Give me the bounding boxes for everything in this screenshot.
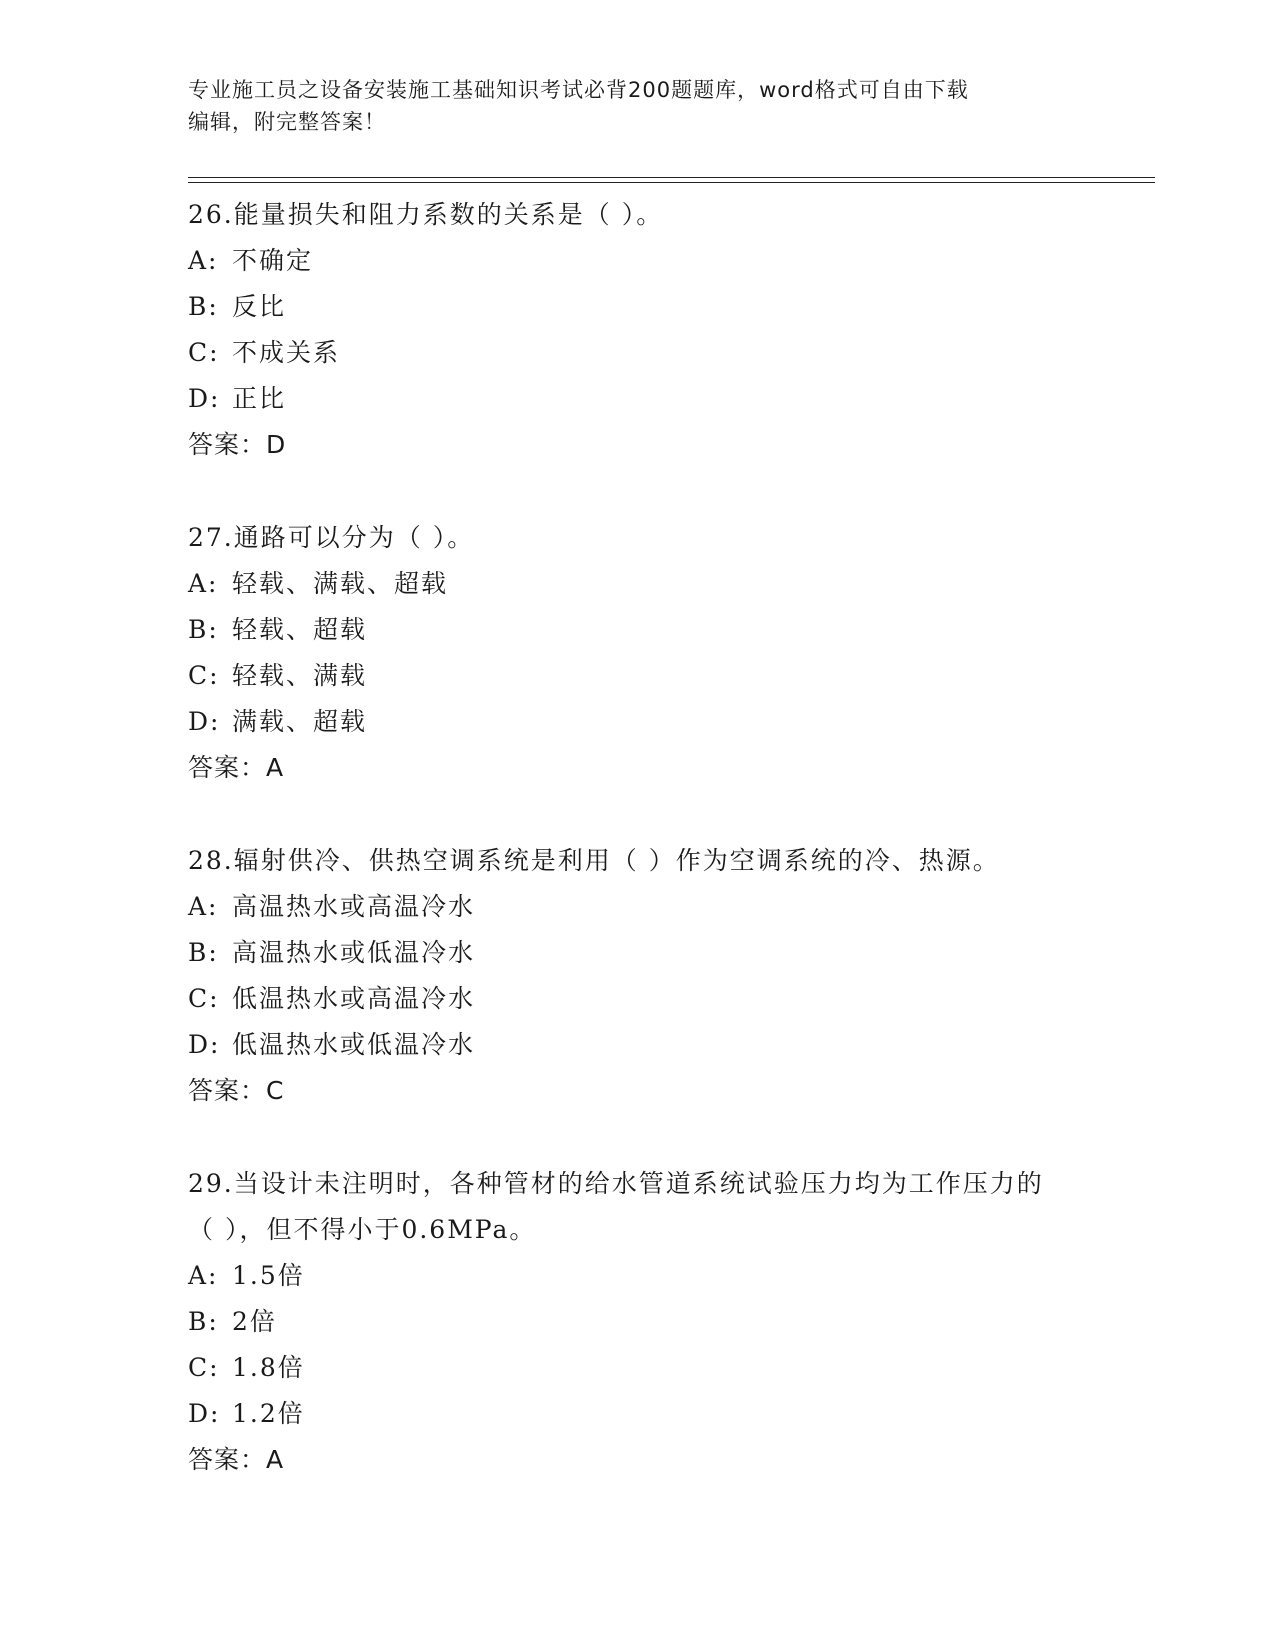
option-d bbox=[188, 699, 1088, 745]
option-text: 正比 bbox=[232, 384, 287, 413]
header-divider-bottom bbox=[188, 182, 1155, 183]
option-text: 1.5倍 bbox=[232, 1261, 305, 1290]
answer-line: 答案：C bbox=[188, 1076, 285, 1105]
option-a bbox=[188, 561, 1088, 607]
option-letter: D: bbox=[188, 1030, 221, 1059]
option-letter: B: bbox=[188, 615, 219, 644]
question-26 bbox=[188, 192, 1088, 468]
option-b bbox=[188, 607, 1088, 653]
option-text: 低温热水或高温冷水 bbox=[232, 984, 476, 1013]
question-29 bbox=[188, 1161, 1088, 1483]
question-list bbox=[188, 192, 1088, 1530]
option-letter: D: bbox=[188, 707, 221, 736]
question-stem: 27.通路可以分为（ ）。 bbox=[188, 523, 475, 552]
option-letter: D: bbox=[188, 384, 221, 413]
option-text: 高温热水或低温冷水 bbox=[232, 938, 476, 967]
option-text: 满载、超载 bbox=[232, 707, 368, 736]
option-text: 2倍 bbox=[232, 1307, 277, 1336]
option-a bbox=[188, 884, 1088, 930]
question-28 bbox=[188, 838, 1088, 1114]
document-header bbox=[188, 74, 1068, 138]
option-c bbox=[188, 1345, 1088, 1391]
option-letter: A: bbox=[188, 246, 219, 275]
option-a bbox=[188, 238, 1088, 284]
header-line-2: 编辑，附完整答案！ bbox=[188, 110, 386, 134]
option-b bbox=[188, 930, 1088, 976]
option-text: 反比 bbox=[232, 292, 287, 321]
option-a bbox=[188, 1253, 1088, 1299]
question-stem: 28.辐射供冷、供热空调系统是利用（ ）作为空调系统的冷、热源。 bbox=[188, 846, 1000, 875]
answer-line: 答案：A bbox=[188, 753, 285, 782]
option-letter: C: bbox=[188, 984, 220, 1013]
answer-line: 答案：A bbox=[188, 1445, 285, 1474]
option-text: 不确定 bbox=[232, 246, 314, 275]
header-divider-top bbox=[188, 177, 1155, 178]
option-letter: B: bbox=[188, 1307, 219, 1336]
option-letter: C: bbox=[188, 661, 220, 690]
question-stem: 26.能量损失和阻力系数的关系是（ ）。 bbox=[188, 200, 664, 229]
option-d bbox=[188, 1391, 1088, 1437]
option-text: 轻载、满载、超载 bbox=[232, 569, 449, 598]
option-letter: C: bbox=[188, 338, 220, 367]
option-letter: A: bbox=[188, 1261, 219, 1290]
option-letter: A: bbox=[188, 569, 219, 598]
option-text: 不成关系 bbox=[232, 338, 341, 367]
option-text: 1.2倍 bbox=[232, 1399, 305, 1428]
option-letter: C: bbox=[188, 1353, 220, 1382]
option-text: 轻载、满载 bbox=[232, 661, 368, 690]
option-text: 轻载、超载 bbox=[232, 615, 368, 644]
question-27 bbox=[188, 515, 1088, 791]
option-letter: A: bbox=[188, 892, 219, 921]
option-b bbox=[188, 1299, 1088, 1345]
option-letter: B: bbox=[188, 938, 219, 967]
option-letter: B: bbox=[188, 292, 219, 321]
option-text: 1.8倍 bbox=[232, 1353, 305, 1382]
option-letter: D: bbox=[188, 1399, 221, 1428]
option-b bbox=[188, 284, 1088, 330]
option-c bbox=[188, 330, 1088, 376]
option-c bbox=[188, 976, 1088, 1022]
option-d bbox=[188, 376, 1088, 422]
answer-line: 答案：D bbox=[188, 430, 287, 459]
option-text: 低温热水或低温冷水 bbox=[232, 1030, 476, 1059]
header-line-1: 专业施工员之设备安装施工基础知识考试必背200题题库，word格式可自由下载 bbox=[188, 78, 969, 102]
option-text: 高温热水或高温冷水 bbox=[232, 892, 476, 921]
option-d bbox=[188, 1022, 1088, 1068]
question-stem: 29.当设计未注明时，各种管材的给水管道系统试验压力均为工作压力的（ ），但不得小于0.6MPa。 bbox=[188, 1169, 1044, 1244]
option-c bbox=[188, 653, 1088, 699]
